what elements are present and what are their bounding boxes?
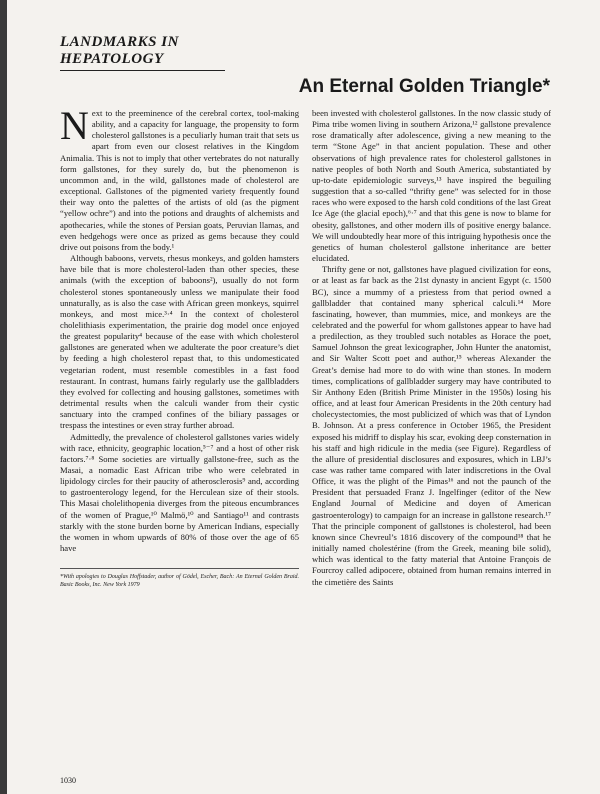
left-column xyxy=(60,103,299,748)
paragraph: Next to the preeminence of the cerebral cortex, tool-making ability, and a capacity for language, the propensity to form cholesterol gallstones is a peculiarly human trait that sets us apart from even our closest relatives in the Kingdom Animalia. This is not to imply that other vertebrates do not naturally form gallstones, for they surely do, but the phenomenon is uncommon and, in the wild, gallstones made of cholesterol are exceptional. Gallstones of the pigmented variety frequently found their way onto the palettes of the artists of old (as the pigment “yellow ochre”) and into the potions and draughts of alchemists and apothecaries, while the stones of Persian goats, Peruvian llamas, and even hedgehogs were once as prized as gems because they could drive out poisons from the body.¹ xyxy=(60,103,299,252)
paragraph: Admittedly, the prevalence of cholesterol gallstones varies widely with race, ethnicity, geographic location,⁵⁻⁷ and a host of other risk factors.⁷·⁸ Some societies are virtually gallstone-free, such as the Masai, a nomadic East African tribe who were celebrated in lipidology circles for their paucity of atherosclerosis⁹ and, according to gastroenterology legend, for the Herculean size of their stools. This Masai cholelithopenia diverges from the piteous encumbrances of the women of Prague,¹⁰ Malmö,¹⁰ and Santiago¹¹ and contrasts starkly with the stone burden borne by American Indians, especially the women in whom upwards of 80% of those over the age of 65 have xyxy=(60,431,299,554)
drop-cap: N xyxy=(60,103,89,148)
paragraph: Thrifty gene or not, gallstones have plagued civilization for eons, or at least as far back as the 21st dynasty in ancient Egypt (c. 1500 BC), since a mummy of a priestess from that period owned a gallbladder that contained many spherical calculi.¹⁴ More fascinating, however, than mummies, mice, and monkeys are the celebrated and the powerful for whom gallstones appear to have had a predilection, as they troubled such notables as Horace the poet, Samuel Johnson the great lexicographer, John Hunter the anatomist, and Sir Walter Scott poet and author,¹⁵ whereas Alexander the Great’s demise had more to do with wine than stones. In modern times, complications of gallbladder surgery may have contributed to Sir Anthony Eden (British Prime Minister in the 1950s) losing his office, and at least four American Presidents in the 20th century had cholecystectomies, the most publicized of which was that of Lyndon B. Johnson. At a press conference in October 1965, the President exposed his midriff to display his scar, evoking deep consternation in his staff and high ridicule in the media (see Figure). Regardless of the allure of presidential disclosures and exposures, which in LBJ’s case was rather tame compared with later indiscretions in the Oval Office, it was the plight of the Pimas¹⁶ and not the paunch of the President that persuaded Franz J. Ingelfinger (editor of the New England Journal of Medicine and doyen of American gastroenterology) to campaign for an increase in gallstone research.¹⁷ That the principle component of gallstones is cholesterol, had been known since Chevreul’s 1816 discovery of the compound¹⁸ that he initially named cholestérine (from the Greek, meaning bile solid), which was identical to the fatty material that Antoine François de Fourcroy called adipocere, obtained from human remains interred in the cimetière des Saints xyxy=(312,264,551,587)
section-header xyxy=(60,34,550,71)
article-title: An Eternal Golden Triangle* xyxy=(298,76,550,97)
footnote: *With apologies to Douglas Hoffstader, author of Gödel, Escher, Bach: An Eternal Golden Braid. Basic Books, Inc. New York 1979 xyxy=(60,568,299,589)
section-title: LANDMARKS IN HEPATOLOGY xyxy=(60,34,225,71)
page-edge-strip xyxy=(0,0,7,794)
paragraph: been invested with cholesterol gallstones. In the now classic study of Pima tribe women living in southern Arizona,¹² gallstone prevalence rose dramatically after adolescence, giving a new meaning to the term “Stone Age” in that ancient population. These and other observations of high prevalence rates for cholesterol gallstones in native peoples of both North and South America, substantiated by up-to-date epidemiologic surveys,¹³ have inspired the beguiling suggestion that a so-called “thrifty gene” was selected for in those races who were exposed to the harsh cold conditions of the last Great Ice Age (the glacial epoch),⁶·⁷ and that this gene is now to blame for obesity, gallstones, and other modern ills of positive energy balance. We will undoubtedly hear more of this intriguing hypothesis once the genetics of human cholesterol gallstone inheritance are better elucidated. xyxy=(312,108,551,264)
right-column xyxy=(312,108,551,748)
article-body xyxy=(60,103,551,748)
paragraph: Although baboons, vervets, rhesus monkeys, and golden hamsters have bile that is more cholesterol-laden than other species, these animals (with the exception of baboons²), usually do not form cholesterol stones spontaneously unless we manipulate their food unnaturally, as is also the case with African green monkeys, squirrel monkeys, and most mice.³·⁴ In the context of cholesterol cholelithiasis experimentation, the prairie dog model once enjoyed the greatest popularity⁴ because of the ease with which cholesterol gallstones are generated when we adulterate the poor creature’s diet by feeding a high cholesterol repast that, to this undomesticated vegetarian rodent, must resemble comestibles in a fast food restaurant. In contrast, humans fairly regularly use the gallbladders they evolved for collecting and housing gallstones, sometimes with detrimental results when the calculi wander from their cystic sanctuary into the cramped confines of the biliary passages or trespass the intestines or even stray further abroad. xyxy=(60,253,299,431)
page-number: 1030 xyxy=(60,776,76,785)
